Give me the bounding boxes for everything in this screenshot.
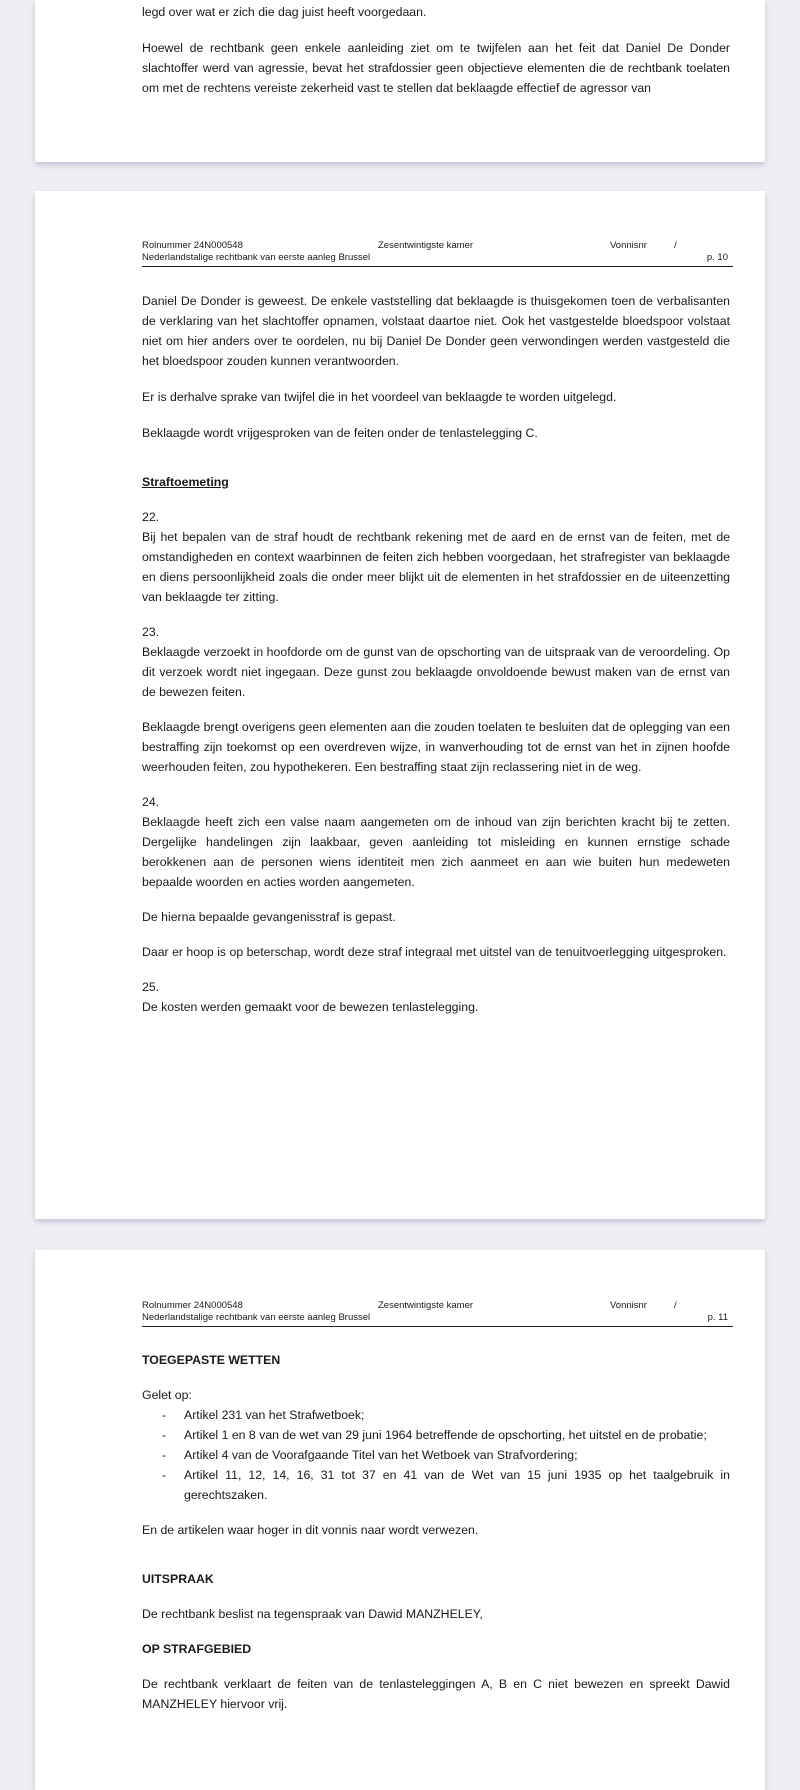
page-header	[142, 1300, 730, 1330]
court-name: Nederlandstalige rechtbank van eerste aanleg Brussel	[142, 252, 371, 263]
page-number: p. 10	[706, 252, 728, 263]
rolnummer: Rolnummer 24N000548	[142, 1300, 243, 1311]
section-heading: OP STRAFGEBIED	[142, 1642, 252, 1656]
paragraph: De hierna bepaalde gevangenisstraf is gepast.	[142, 910, 396, 924]
paragraph: Beklaagde brengt overigens geen elementen aan die zouden toelaten te besluiten dat de oplegging van een bestraffing zijn toekomst op een overdreven wijze, in wanverhouding tot de ernst van het in zijnen hoofde weerhouden feiten, zou hypothekeren. Een bestraffing staat zijn reclassering niet in de weg.	[142, 720, 730, 774]
paragraph: Gelet op:	[142, 1388, 192, 1402]
rolnummer: Rolnummer 24N000548	[142, 240, 243, 251]
paragraph: Beklaagde wordt vrijgesproken van de feiten onder de tenlastelegging C.	[142, 426, 538, 440]
page-9-body	[142, 2, 730, 98]
paragraph: De rechtbank beslist na tegenspraak van Dawid MANZHELEY,	[142, 1607, 483, 1621]
document-page-10	[35, 191, 765, 1219]
page-header	[142, 240, 730, 270]
paragraph: Beklaagde verzoekt in hoofdorde om de gunst van de opschorting van de uitspraak van de veroordeling. Op dit verzoek wordt niet ingegaan. Deze gunst zou beklaagde onvoldoende bewust maken van de ernst van de bewezen feiten.	[142, 645, 730, 699]
paragraph: Daniel De Donder is geweest. De enkele vaststelling dat beklaagde is thuisgekomen toen de verbalisanten de verklaring van het slachtoffer opnamen, volstaat daartoe niet. Ook het vastgestelde bloedspoor volstaat niet om hier anders over te oordelen, nu bij Daniel De Donder geen verwondingen werden vastgesteld die het bloedspoor zouden kunnen verantwoorden.	[142, 294, 730, 368]
paragraph: De rechtbank verklaart de feiten van de tenlasteleggingen A, B en C niet bewezen en spreekt Dawid MANZHELEY hiervoor vrij.	[142, 1677, 730, 1711]
paragraph: De kosten werden gemaakt voor de bewezen tenlastelegging.	[142, 1000, 479, 1014]
paragraph: Beklaagde heeft zich een valse naam aangemeten om de inhoud van zijn berichten kracht bij te zetten. Dergelijke handelingen zijn laakbaar, geven aanleiding tot misleiding en kunnen ernstige schade berokkenen aan de personen wiens identiteit men zich aanmeet en aan wie buiten hun medeweten bepaalde woorden en acties worden aangemeten.	[142, 815, 730, 889]
list-item: - Artikel 11, 12, 14, 16, 31 tot 37 en 41 van de Wet van 15 juni 1935 op het taalgebruik in gerechtszaken.	[162, 1465, 730, 1505]
document-page-11	[35, 1250, 765, 1790]
section-heading: Straftoemeting	[142, 475, 229, 489]
page-10-body	[142, 291, 730, 1017]
vonnisnr-slash: /	[674, 1300, 677, 1311]
vonnisnr-label: Vonnisnr	[610, 240, 647, 251]
paragraph: Daar er hoop is op beterschap, wordt deze straf integraal met uitstel van de tenuitvoerlegging uitgesproken.	[142, 945, 727, 959]
list-item: - Artikel 4 van de Voorafgaande Titel van het Wetboek van Strafvordering;	[162, 1445, 730, 1465]
list-item: - Artikel 231 van het Strafwetboek;	[162, 1405, 730, 1425]
list-item: - Artikel 1 en 8 van de wet van 29 juni 1964 betreffende de opschorting, het uitstel en de probatie;	[162, 1425, 730, 1445]
document-page-9	[35, 0, 765, 162]
header-rule	[142, 266, 733, 267]
section-heading: TOEGEPASTE WETTEN	[142, 1353, 281, 1367]
court-name: Nederlandstalige rechtbank van eerste aanleg Brussel	[142, 1312, 371, 1323]
paragraph-number: 22.	[142, 510, 160, 524]
page-11-body	[142, 1350, 730, 1714]
paragraph: Hoewel de rechtbank geen enkele aanleiding ziet om te twijfelen aan het feit dat Daniel De Donder slachtoffer werd van agressie, bevat het strafdossier geen objectieve elementen die de rechtbank toelaten om met de rechtens vereiste zekerheid vast te stellen dat beklaagde effectief de agressor van	[142, 41, 730, 95]
chamber: Zesentwintigste kamer	[378, 1300, 474, 1311]
paragraph-number: 25.	[142, 980, 160, 994]
paragraph: Bij het bepalen van de straf houdt de rechtbank rekening met de aard en de ernst van de feiten, met de omstandigheden en context waarbinnen de feiten zich hebben voorgedaan, het strafregister van beklaagde en diens persoonlijkheid zoals die onder meer blijkt uit de elementen in het strafdossier en de uiteenzetting van beklaagde ter zitting.	[142, 530, 730, 604]
chamber: Zesentwintigste kamer	[378, 240, 474, 251]
paragraph: Er is derhalve sprake van twijfel die in het voordeel van beklaagde te worden uitgelegd.	[142, 390, 617, 404]
paragraph: En de artikelen waar hoger in dit vonnis naar wordt verwezen.	[142, 1523, 479, 1537]
vonnisnr-slash: /	[674, 240, 677, 251]
section-heading: UITSPRAAK	[142, 1572, 214, 1586]
paragraph-number: 23.	[142, 625, 160, 639]
law-list	[142, 1405, 730, 1505]
paragraph-number: 24.	[142, 795, 160, 809]
paragraph: legd over wat er zich die dag juist heeft voorgedaan.	[142, 5, 427, 19]
vonnisnr-label: Vonnisnr	[610, 1300, 647, 1311]
header-rule	[142, 1326, 733, 1327]
page-number: p. 11	[707, 1312, 728, 1323]
